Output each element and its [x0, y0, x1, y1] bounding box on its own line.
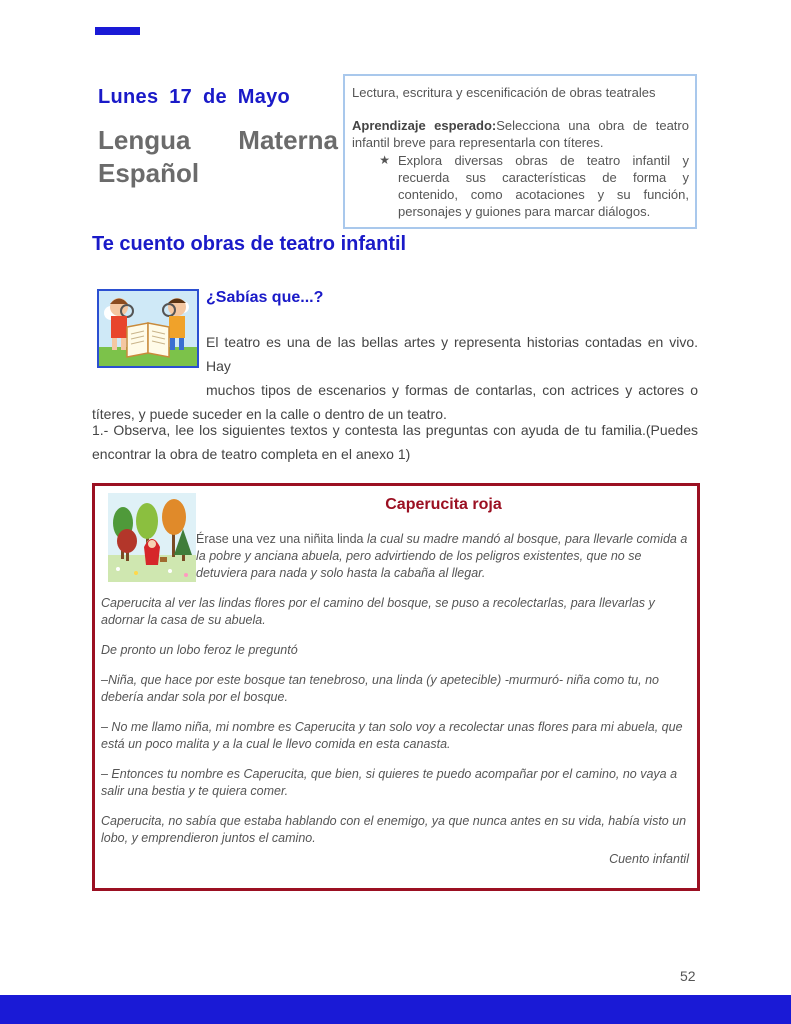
intro-line: títeres, y puede suceder en la calle o dentro de un teatro.: [92, 406, 447, 422]
section-title: Te cuento obras de teatro infantil: [92, 233, 407, 255]
did-you-know-title: ¿Sabías que...?: [206, 289, 324, 306]
story-title: Caperucita roja: [385, 496, 502, 513]
subject-title: [98, 124, 338, 190]
lesson-date: Lunes 17 de Mayo: [98, 86, 291, 108]
story-box: [92, 483, 700, 891]
objective-bullet-text: Explora diversas obras de teatro infantil y recuerda sus características de forma y contenido, como acotaciones y su función, personajes y guiones para marcar diálogos.: [398, 153, 689, 219]
story-paragraph: [101, 531, 691, 582]
story-paragraph: –Niña, que hace por este bosque tan tenebroso, una linda (y apetecible) -murmuró- niña como tu, no debería andar sola por el bosque.: [101, 673, 659, 704]
top-accent-bar: [95, 27, 140, 35]
story-paragraph: Caperucita al ver las lindas flores por el camino del bosque, se puso a recolectarlas, para llevarlas y adornar la casa de su abuela.: [101, 596, 655, 627]
story-paragraph: De pronto un lobo feroz le preguntó: [101, 643, 298, 657]
instruction-line: 1.- Observa, lee los siguientes textos y contesta las preguntas con ayuda de tu familia.(Puedes: [92, 422, 698, 438]
objective-topic: Lectura, escritura y escenificación de obras teatrales: [352, 85, 656, 100]
intro-line: muchos tipos de escenarios y formas de contarlas, con actrices y actores o: [206, 382, 698, 398]
expected-learning-label: Aprendizaje esperado:: [352, 118, 497, 133]
story-text: [101, 531, 691, 860]
subject-word-3: Español: [98, 158, 200, 188]
activity-instruction: [92, 418, 698, 466]
story-opening-rest: la cual su madre mandó al bosque, para llevarle comida a la pobre y anciana abuela, pero advirtiendo de los peligros existentes, que no se detuviera para nada y solo hasta la cabaña al llegar.: [196, 532, 688, 580]
objective-bullet: [352, 152, 689, 220]
did-you-know-text: [92, 330, 698, 426]
subject-word-1: Lengua: [98, 125, 191, 155]
intro-line: El teatro es una de las bellas artes y representa historias contadas en vivo. Hay: [206, 334, 698, 374]
story-paragraph: – Entonces tu nombre es Caperucita, que bien, si quieres te puedo acompañar por el camino, no vaya a salir una bestia y te quiera comer.: [101, 767, 678, 798]
story-source: Cuento infantil: [609, 852, 689, 866]
expected-learning: [352, 117, 689, 151]
learning-objective-box: [343, 74, 697, 229]
subject-word-2: Materna: [238, 125, 338, 155]
story-paragraph: – No me llamo niña, mi nombre es Caperucita y tan solo voy a recolectar unas flores para mi abuela, que está un poco malita y a la cual le llevo comida en esta canasta.: [101, 720, 683, 751]
instruction-line: encontrar la obra de teatro completa en el anexo 1): [92, 446, 411, 462]
expected-learning-text: Selecciona una obra de teatro infantil breve para representarla con títeres.: [352, 118, 689, 150]
story-paragraph: Caperucita, no sabía que estaba hablando con el enemigo, ya que nunca antes en su vida, había visto un lobo, y emprendieron juntos el camino.: [101, 814, 687, 845]
bottom-accent-bar: [0, 995, 791, 1024]
story-opening: Érase una vez una niñita linda: [196, 532, 367, 546]
page-number: 52: [680, 968, 696, 984]
star-icon: ★: [379, 153, 390, 167]
